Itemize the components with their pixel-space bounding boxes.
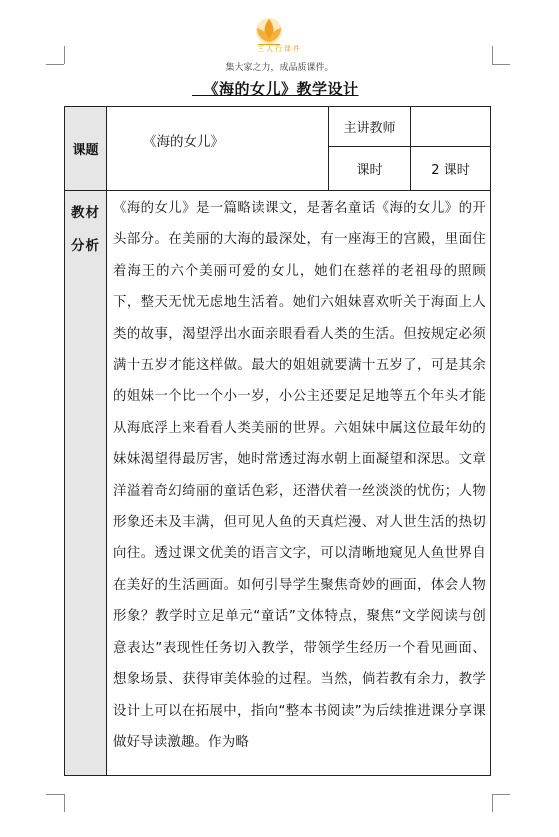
teacher-label: 主讲教师 <box>329 107 411 147</box>
lesson-plan-table <box>64 106 491 776</box>
topic-label: 课题 <box>65 107 107 191</box>
teacher-value <box>411 107 491 147</box>
topic-value-text: 《海的女儿》 <box>143 133 224 150</box>
analysis-label-line-1: 教材 <box>71 205 100 221</box>
analysis-label-line-2: 分析 <box>71 238 100 254</box>
logo-text: 三人行课件 <box>257 45 302 53</box>
table-row <box>65 191 491 776</box>
tagline: 集大家之力，成品质课件。 <box>225 63 334 73</box>
title-underline-blank <box>192 80 203 98</box>
hours-value: 2 课时 <box>411 147 491 191</box>
page-title <box>192 78 358 99</box>
crop-mark-bottom-left-h <box>46 794 64 795</box>
hours-label: 课时 <box>329 147 411 191</box>
crop-mark-bottom-right-h <box>492 794 510 795</box>
crop-mark-bottom-left-v <box>64 794 65 812</box>
analysis-label <box>65 191 107 776</box>
table-row <box>65 107 491 147</box>
title-text: 《海的女儿》教学设计 <box>203 80 359 98</box>
analysis-text: 《海的女儿》是一篇略读课文，是著名童话《海的女儿》的开头部分。在美丽的大海的最深处，有一座海王的宫殿，里面住着海王的六个美丽可爱的女儿，她们在慈祥的老祖母的照顾下，整天无忧无虑地生活着。她们六姐妹喜欢听关于海面上人类的故事，渴望浮出水面亲眼看看人类的生活。但按规定必须满十五岁才能这样做。最大的姐姐就要满十五岁了，可是其余的姐妹一个比一个小一岁，小公主还要足足地等五个年头才能从海底浮上来看看人类美丽的世界。六姐妹中属这位最年幼的妹妹渴望得最厉害，她时常透过海水朝上面凝望和深思。文章洋溢着奇幻绮丽的童话色彩，还潜伏着一丝淡淡的忧伤；人物形象还未及丰满，但可见人鱼的天真烂漫、对人世生活的热切向往。透过课文优美的语言文字，可以清晰地窥见人鱼世界自在美好的生活画面。如何引导学生聚焦奇妙的画面，体会人物形象？教学时立足单元“童话”文体特点，聚焦“文学阅读与创意表达”表现性任务切入教学，带领学生经历一个看见画面、想象场景、获得审美体验的过程。当然，倘若教有余力，教学设计上可以在拓展中，指向“整本书阅读”为后续推进课分享课做好导读激趣。作为略 <box>107 191 491 776</box>
topic-value <box>107 107 329 191</box>
crop-mark-bottom-right-v <box>492 794 493 812</box>
